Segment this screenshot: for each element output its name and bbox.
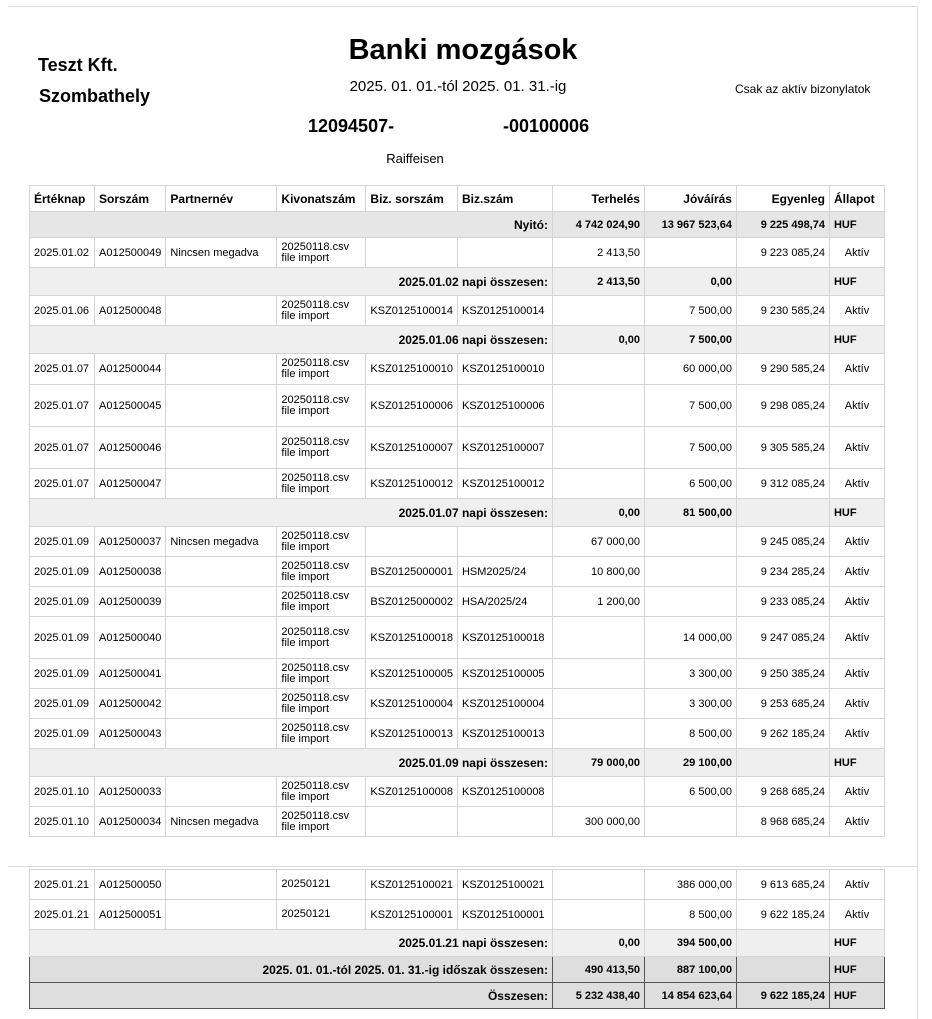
total-balance: [736, 930, 829, 957]
cell-credit: 3 300,00: [644, 659, 736, 689]
cell-partner: Nincsen megadva: [166, 238, 277, 268]
cell-serial: A012500039: [95, 587, 166, 617]
statement-source: file import: [281, 820, 330, 833]
cell-doc-serial: KSZ0125100007: [366, 427, 458, 469]
cell-balance: 9 622 185,24: [736, 900, 829, 930]
col-doc-serial: Biz. sorszám: [366, 186, 458, 212]
statement-file: 20250118.csv: [281, 559, 350, 572]
cell-doc-number: KSZ0125100001: [457, 900, 552, 930]
col-statement: Kivonatszám: [277, 186, 366, 212]
cell-statement: [277, 900, 366, 930]
account-number-part2: -00100006: [503, 116, 590, 136]
total-credit: 394 500,00: [644, 930, 736, 957]
cell-balance: 9 233 085,24: [736, 587, 829, 617]
cell-credit: 6 500,00: [644, 777, 736, 807]
cell-statement: [277, 719, 366, 749]
total-label: 2025.01.09 napi összesen:: [30, 749, 553, 777]
cell-credit: [644, 238, 736, 268]
total-label: 2025.01.06 napi összesen:: [30, 326, 553, 354]
col-serial: Sorszám: [95, 186, 166, 212]
cell-doc-number: HSA/2025/24: [457, 587, 552, 617]
cell-balance: 9 262 185,24: [736, 719, 829, 749]
cell-partner: [166, 900, 277, 930]
cell-serial: A012500034: [95, 807, 166, 837]
cell-date: 2025.01.10: [30, 777, 95, 807]
statement-file: 20250118.csv: [281, 661, 350, 674]
cell-debit: 10 800,00: [552, 557, 644, 587]
cell-date: 2025.01.09: [30, 719, 95, 749]
cell-date: 2025.01.09: [30, 617, 95, 659]
daily-total-row: [30, 268, 885, 296]
cell-status: Aktív: [829, 659, 884, 689]
col-balance: Egyenleg: [736, 186, 829, 212]
statement-source: file import: [281, 732, 330, 745]
total-currency: HUF: [829, 749, 884, 777]
statement-source: file import: [281, 446, 330, 459]
cell-balance: 9 290 585,24: [736, 354, 829, 385]
cell-partner: [166, 469, 277, 499]
table-row: [30, 689, 885, 719]
statement-source: file import: [281, 251, 330, 264]
transactions-table-continued: [29, 869, 885, 1009]
cell-balance: 8 968 685,24: [736, 807, 829, 837]
statement-source: file import: [281, 570, 330, 583]
cell-partner: [166, 870, 277, 900]
cell-serial: A012500047: [95, 469, 166, 499]
cell-date: 2025.01.09: [30, 587, 95, 617]
daily-total-row: [30, 749, 885, 777]
cell-partner: [166, 557, 277, 587]
cell-doc-number: KSZ0125100014: [457, 296, 552, 326]
daily-total-row: [30, 326, 885, 354]
cell-date: 2025.01.07: [30, 354, 95, 385]
table-row: [30, 617, 885, 659]
cell-doc-serial: KSZ0125100021: [366, 870, 458, 900]
cell-balance: 9 305 585,24: [736, 427, 829, 469]
cell-partner: [166, 427, 277, 469]
table-row: [30, 900, 885, 930]
company-name: Teszt Kft.: [38, 55, 118, 75]
statement-file: 20250118.csv: [281, 721, 350, 734]
table-row: [30, 238, 885, 268]
cell-doc-serial: KSZ0125100018: [366, 617, 458, 659]
cell-date: 2025.01.06: [30, 296, 95, 326]
total-currency: HUF: [829, 983, 884, 1009]
cell-doc-number: KSZ0125100005: [457, 659, 552, 689]
cell-status: Aktív: [829, 527, 884, 557]
table-row: [30, 354, 885, 385]
cell-doc-serial: KSZ0125100001: [366, 900, 458, 930]
cell-credit: [644, 527, 736, 557]
opening-debit: 4 742 024,90: [552, 212, 644, 238]
statement-file: 20250118.csv: [281, 435, 350, 448]
cell-balance: 9 613 685,24: [736, 870, 829, 900]
statement-file: 20250118.csv: [281, 809, 350, 822]
cell-date: 2025.01.07: [30, 469, 95, 499]
cell-debit: [552, 617, 644, 659]
table-header-row: [30, 186, 885, 212]
total-balance: [736, 326, 829, 354]
cell-credit: 386 000,00: [644, 870, 736, 900]
cell-debit: [552, 719, 644, 749]
cell-debit: 67 000,00: [552, 527, 644, 557]
total-label: 2025.01.07 napi összesen:: [30, 499, 553, 527]
total-balance: [736, 268, 829, 296]
cell-status: Aktív: [829, 870, 884, 900]
cell-statement: [277, 617, 366, 659]
cell-serial: A012500051: [95, 900, 166, 930]
cell-serial: A012500050: [95, 870, 166, 900]
cell-statement: [277, 659, 366, 689]
total-balance: [736, 957, 829, 983]
statement-source: file import: [281, 600, 330, 613]
statement-source: file import: [281, 368, 330, 380]
total-debit: 0,00: [552, 499, 644, 527]
cell-partner: [166, 587, 277, 617]
cell-date: 2025.01.09: [30, 557, 95, 587]
grand-total-row: [30, 957, 885, 983]
cell-date: 2025.01.21: [30, 900, 95, 930]
cell-serial: A012500048: [95, 296, 166, 326]
opening-label: Nyitó:: [30, 212, 553, 238]
cell-balance: 9 223 085,24: [736, 238, 829, 268]
total-debit: 490 413,50: [552, 957, 644, 983]
cell-partner: [166, 659, 277, 689]
cell-credit: 3 300,00: [644, 689, 736, 719]
total-currency: HUF: [829, 268, 884, 296]
cell-partner: [166, 296, 277, 326]
cell-date: 2025.01.07: [30, 385, 95, 427]
cell-debit: [552, 469, 644, 499]
cell-debit: [552, 296, 644, 326]
statement-file: 20250118.csv: [281, 357, 350, 369]
cell-doc-serial: KSZ0125100008: [366, 777, 458, 807]
account-number-part1: 12094507-: [308, 116, 395, 136]
cell-serial: A012500046: [95, 427, 166, 469]
cell-serial: A012500042: [95, 689, 166, 719]
cell-statement: [277, 557, 366, 587]
cell-statement: [277, 527, 366, 557]
table-row: [30, 870, 885, 900]
statement-file: 20250121: [281, 908, 331, 920]
total-currency: HUF: [829, 957, 884, 983]
cell-date: 2025.01.02: [30, 238, 95, 268]
total-debit: 0,00: [552, 930, 644, 957]
cell-statement: [277, 587, 366, 617]
total-credit: 7 500,00: [644, 326, 736, 354]
cell-debit: [552, 354, 644, 385]
cell-status: Aktív: [829, 587, 884, 617]
page-title: Banki mozgások: [348, 34, 578, 66]
cell-serial: A012500043: [95, 719, 166, 749]
col-doc-number: Biz.szám: [457, 186, 552, 212]
statement-source: file import: [281, 404, 330, 417]
cell-partner: [166, 617, 277, 659]
total-debit: 79 000,00: [552, 749, 644, 777]
cell-debit: [552, 900, 644, 930]
statement-source: file import: [281, 482, 330, 495]
cell-doc-number: KSZ0125100018: [457, 617, 552, 659]
cell-date: 2025.01.09: [30, 527, 95, 557]
cell-status: Aktív: [829, 689, 884, 719]
cell-balance: 9 312 085,24: [736, 469, 829, 499]
cell-status: Aktív: [829, 385, 884, 427]
cell-doc-number: HSM2025/24: [457, 557, 552, 587]
cell-partner: [166, 689, 277, 719]
total-label: Összesen:: [30, 983, 553, 1009]
cell-statement: [277, 296, 366, 326]
daily-total-row: [30, 499, 885, 527]
col-status: Állapot: [829, 186, 884, 212]
cell-doc-number: KSZ0125100007: [457, 427, 552, 469]
cell-doc-serial: BSZ0125000001: [366, 557, 458, 587]
cell-status: Aktív: [829, 296, 884, 326]
cell-doc-number: KSZ0125100010: [457, 354, 552, 385]
cell-serial: A012500049: [95, 238, 166, 268]
cell-credit: 7 500,00: [644, 427, 736, 469]
cell-balance: 9 234 285,24: [736, 557, 829, 587]
cell-balance: 9 268 685,24: [736, 777, 829, 807]
company-city: Szombathely: [39, 86, 151, 106]
total-credit: 81 500,00: [644, 499, 736, 527]
cell-doc-serial: KSZ0125100010: [366, 354, 458, 385]
cell-debit: [552, 777, 644, 807]
table-row: [30, 719, 885, 749]
cell-serial: A012500040: [95, 617, 166, 659]
cell-debit: [552, 385, 644, 427]
cell-status: Aktív: [829, 354, 884, 385]
cell-status: Aktív: [829, 900, 884, 930]
statement-file: 20250118.csv: [281, 471, 350, 484]
cell-doc-serial: BSZ0125000002: [366, 587, 458, 617]
cell-status: Aktív: [829, 719, 884, 749]
cell-balance: 9 250 385,24: [736, 659, 829, 689]
cell-statement: [277, 807, 366, 837]
cell-statement: [277, 238, 366, 268]
cell-statement: [277, 385, 366, 427]
daily-total-row: [30, 930, 885, 957]
cell-partner: [166, 354, 277, 385]
total-label: 2025. 01. 01.-tól 2025. 01. 31.-ig időszak összesen:: [30, 957, 553, 983]
cell-partner: [166, 385, 277, 427]
cell-statement: [277, 689, 366, 719]
cell-statement: [277, 427, 366, 469]
total-debit: 5 232 438,40: [552, 983, 644, 1009]
cell-partner: [166, 777, 277, 807]
report-period: 2025. 01. 01.-tól 2025. 01. 31.-ig: [349, 78, 567, 95]
cell-doc-number: KSZ0125100004: [457, 689, 552, 719]
cell-doc-serial: KSZ0125100005: [366, 659, 458, 689]
total-balance: [736, 499, 829, 527]
statement-file: 20250118.csv: [281, 779, 350, 792]
statement-file: 20250118.csv: [281, 529, 350, 542]
statement-file: 20250118.csv: [281, 589, 350, 602]
cell-statement: [277, 469, 366, 499]
cell-date: 2025.01.10: [30, 807, 95, 837]
cell-serial: A012500044: [95, 354, 166, 385]
table-row: [30, 427, 885, 469]
cell-balance: 9 298 085,24: [736, 385, 829, 427]
cell-balance: 9 230 585,24: [736, 296, 829, 326]
total-credit: 29 100,00: [644, 749, 736, 777]
opening-balance: 9 225 498,74: [736, 212, 829, 238]
cell-date: 2025.01.09: [30, 659, 95, 689]
cell-credit: 7 500,00: [644, 296, 736, 326]
total-balance: [736, 749, 829, 777]
table-row: [30, 296, 885, 326]
cell-doc-number: [457, 238, 552, 268]
cell-doc-number: [457, 807, 552, 837]
cell-status: Aktív: [829, 807, 884, 837]
grand-total-row: [30, 983, 885, 1009]
statement-file: 20250121: [281, 878, 331, 890]
statement-file: 20250118.csv: [281, 625, 350, 638]
cell-doc-serial: KSZ0125100004: [366, 689, 458, 719]
opening-credit: 13 967 523,64: [644, 212, 736, 238]
active-only-note: Csak az aktív bizonylatok: [735, 82, 871, 96]
cell-credit: 6 500,00: [644, 469, 736, 499]
statement-source: file import: [281, 672, 330, 685]
cell-balance: 9 253 685,24: [736, 689, 829, 719]
cell-statement: [277, 354, 366, 385]
table-row: [30, 777, 885, 807]
bank-name: Raiffeisen: [386, 151, 444, 166]
total-currency: HUF: [829, 930, 884, 957]
total-currency: HUF: [829, 499, 884, 527]
table-row: [30, 659, 885, 689]
col-value-date: Értéknap: [30, 186, 95, 212]
cell-statement: [277, 870, 366, 900]
cell-statement: [277, 777, 366, 807]
cell-doc-serial: [366, 238, 458, 268]
statement-source: file import: [281, 636, 330, 649]
total-credit: 887 100,00: [644, 957, 736, 983]
cell-serial: A012500033: [95, 777, 166, 807]
cell-partner: Nincsen megadva: [166, 527, 277, 557]
cell-doc-number: [457, 527, 552, 557]
table-row: [30, 469, 885, 499]
statement-file: 20250118.csv: [281, 691, 350, 704]
total-debit: 0,00: [552, 326, 644, 354]
cell-balance: 9 247 085,24: [736, 617, 829, 659]
cell-debit: [552, 659, 644, 689]
cell-serial: A012500041: [95, 659, 166, 689]
cell-serial: A012500038: [95, 557, 166, 587]
col-debit: Terhelés: [552, 186, 644, 212]
cell-doc-serial: KSZ0125100006: [366, 385, 458, 427]
total-credit: 14 854 623,64: [644, 983, 736, 1009]
cell-date: 2025.01.09: [30, 689, 95, 719]
transactions-table: [29, 185, 885, 837]
cell-credit: 14 000,00: [644, 617, 736, 659]
statement-source: file import: [281, 790, 330, 803]
cell-debit: 300 000,00: [552, 807, 644, 837]
total-currency: HUF: [829, 326, 884, 354]
statement-source: file import: [281, 702, 330, 715]
opening-row: [30, 212, 885, 238]
col-partner: Partnernév: [166, 186, 277, 212]
cell-doc-serial: KSZ0125100014: [366, 296, 458, 326]
cell-credit: 8 500,00: [644, 900, 736, 930]
cell-doc-number: KSZ0125100008: [457, 777, 552, 807]
cell-credit: [644, 557, 736, 587]
cell-status: Aktív: [829, 238, 884, 268]
cell-partner: Nincsen megadva: [166, 807, 277, 837]
table-row: [30, 385, 885, 427]
total-label: 2025.01.21 napi összesen:: [30, 930, 553, 957]
cell-partner: [166, 719, 277, 749]
cell-debit: [552, 870, 644, 900]
cell-status: Aktív: [829, 427, 884, 469]
statement-file: 20250118.csv: [281, 240, 350, 253]
statement-source: file import: [281, 540, 330, 553]
total-balance: 9 622 185,24: [736, 983, 829, 1009]
cell-credit: [644, 587, 736, 617]
cell-debit: 2 413,50: [552, 238, 644, 268]
col-credit: Jóváírás: [644, 186, 736, 212]
opening-currency: HUF: [829, 212, 884, 238]
total-label: 2025.01.02 napi összesen:: [30, 268, 553, 296]
cell-doc-serial: KSZ0125100013: [366, 719, 458, 749]
cell-debit: [552, 689, 644, 719]
cell-serial: A012500037: [95, 527, 166, 557]
cell-date: 2025.01.07: [30, 427, 95, 469]
cell-doc-number: KSZ0125100006: [457, 385, 552, 427]
cell-credit: 8 500,00: [644, 719, 736, 749]
cell-status: Aktív: [829, 777, 884, 807]
cell-status: Aktív: [829, 617, 884, 659]
cell-doc-serial: KSZ0125100012: [366, 469, 458, 499]
cell-status: Aktív: [829, 557, 884, 587]
cell-status: Aktív: [829, 469, 884, 499]
table-row: [30, 557, 885, 587]
cell-credit: 7 500,00: [644, 385, 736, 427]
cell-doc-serial: [366, 807, 458, 837]
total-debit: 2 413,50: [552, 268, 644, 296]
cell-date: 2025.01.21: [30, 870, 95, 900]
total-credit: 0,00: [644, 268, 736, 296]
cell-credit: [644, 807, 736, 837]
table-row: [30, 587, 885, 617]
cell-serial: A012500045: [95, 385, 166, 427]
cell-balance: 9 245 085,24: [736, 527, 829, 557]
cell-doc-serial: [366, 527, 458, 557]
cell-doc-number: KSZ0125100021: [457, 870, 552, 900]
cell-credit: 60 000,00: [644, 354, 736, 385]
table-row: [30, 527, 885, 557]
statement-source: file import: [281, 309, 330, 322]
cell-doc-number: KSZ0125100013: [457, 719, 552, 749]
statement-file: 20250118.csv: [281, 393, 350, 406]
table-row: [30, 807, 885, 837]
cell-debit: [552, 427, 644, 469]
cell-doc-number: KSZ0125100012: [457, 469, 552, 499]
cell-debit: 1 200,00: [552, 587, 644, 617]
statement-file: 20250118.csv: [281, 298, 350, 311]
